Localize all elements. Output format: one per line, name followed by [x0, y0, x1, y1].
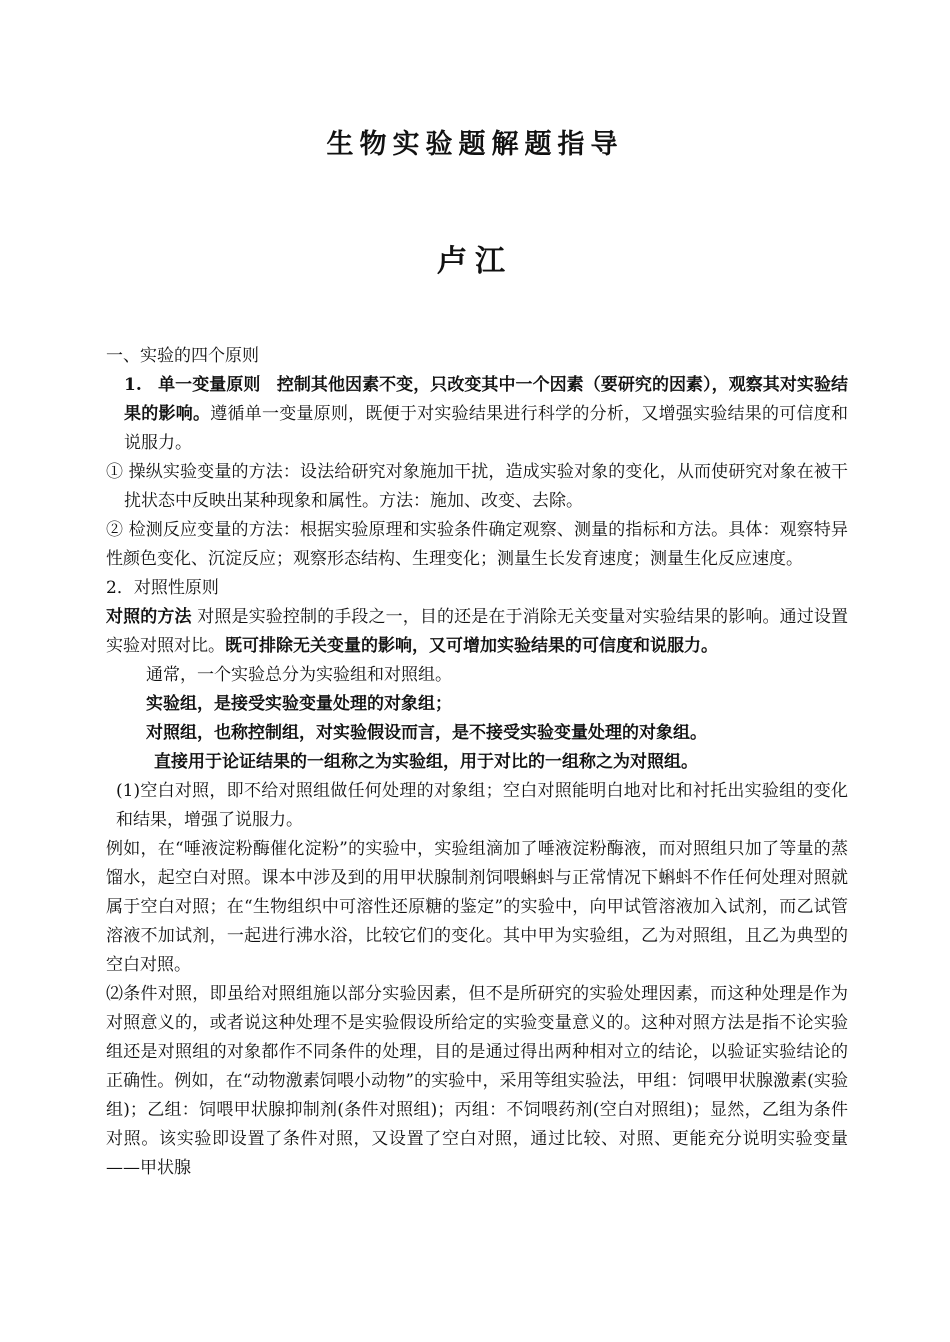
document-author: 卢江	[437, 244, 513, 279]
paragraph-detect-variable: ② 检测反应变量的方法：根据实验原理和实验条件确定观察、测量的指标和方法。具体：观察特异性颜色变化、沉淀反应；观察形态结构、生理变化；测量生长发育速度；测量生化反应速度。	[106, 520, 848, 569]
section-heading: 一、实验的四个原则	[106, 346, 259, 366]
paragraph-blank-control: (1)空白对照，即不给对照组做任何处理的对象组；空白对照能明白地对比和衬托出实验组的变化和结果，增强了说服力。	[116, 781, 848, 830]
paragraph-control-group: 对照组，也称控制组，对实验假设而言，是不接受实验变量处理的对象组。	[146, 723, 707, 743]
principle-name: 单一变量原则	[158, 375, 261, 395]
principle-definition: 控制其他因素不变，只改变其中一个因素（要研究的因素），观察其对实验结果的影响。	[124, 375, 849, 424]
paragraph-principle-1	[106, 371, 848, 458]
control-method-emphasis: 既可排除无关变量的影响，又可增加实验结果的可信度和说服力。	[225, 636, 718, 656]
paragraph-groups-intro: 通常，一个实验总分为实验组和对照组。	[146, 665, 452, 685]
paragraph-control-method	[106, 603, 848, 661]
paragraph-conditional-control: ⑵条件对照，即虽给对照组施以部分实验因素，但不是所研究的实验处理因素，而这种处理是作为对照意义的，或者说这种处理不是实验假设所给定的实验变量意义的。这种对照方法是指不论实验组还是对照组的对象都作不同条件的处理，目的是通过得出两种相对立的结论，以验证实验结论的正确性。例如，在“动物激素饲喂小动物”的实验中，采用等组实验法，甲组：饲喂甲状腺激素(实验组)；乙组：饲喂甲状腺抑制剂(条件对照组)；丙组：不饲喂药剂(空白对照组)；显然，乙组为条件对照。该实验即设置了条件对照，又设置了空白对照，通过比较、对照、更能充分说明实验变量——甲状腺	[106, 984, 848, 1178]
control-method-text: 对照是实验控制的手段之一，目的还是在于消除无关变量对实验结果的影响。通过设置实验对照对比。	[106, 607, 849, 656]
principle-explanation: 遵循单一变量原则，既便于对实验结果进行科学的分析，又增强实验结果的可信度和说服力。	[124, 404, 849, 453]
paragraph-blank-control-example: 例如，在“唾液淀粉酶催化淀粉”的实验中，实验组滴加了唾液淀粉酶液，而对照组只加了等量的蒸馏水，起空白对照。课本中涉及到的用甲状腺制剂饲喂蝌蚪与正常情况下蝌蚪不作任何处理对照就属于空白对照；在“生物组织中可溶性还原糖的鉴定”的实验中，向甲试管溶液加入试剂，而乙试管溶液不加试剂，一起进行沸水浴，比较它们的变化。其中甲为实验组，乙为对照组，且乙为典型的空白对照。	[106, 839, 848, 975]
document-body	[106, 342, 848, 1183]
control-method-label: 对照的方法	[106, 607, 192, 627]
paragraph-manipulate-variable: ① 操纵实验变量的方法：设法给研究对象施加干扰，造成实验对象的变化，从而使研究对象在被干扰状态中反映出某种现象和属性。方法：施加、改变、去除。	[106, 462, 848, 511]
principle-number: 1.	[124, 375, 142, 395]
subheading-control-principle: 2．对照性原则	[106, 578, 219, 598]
document-title: 生物实验题解题指导	[326, 129, 624, 160]
paragraph-experimental-group: 实验组，是接受实验变量处理的对象组；	[146, 694, 452, 714]
paragraph-group-definition: 直接用于论证结果的一组称之为实验组，用于对比的一组称之为对照组。	[154, 752, 698, 772]
